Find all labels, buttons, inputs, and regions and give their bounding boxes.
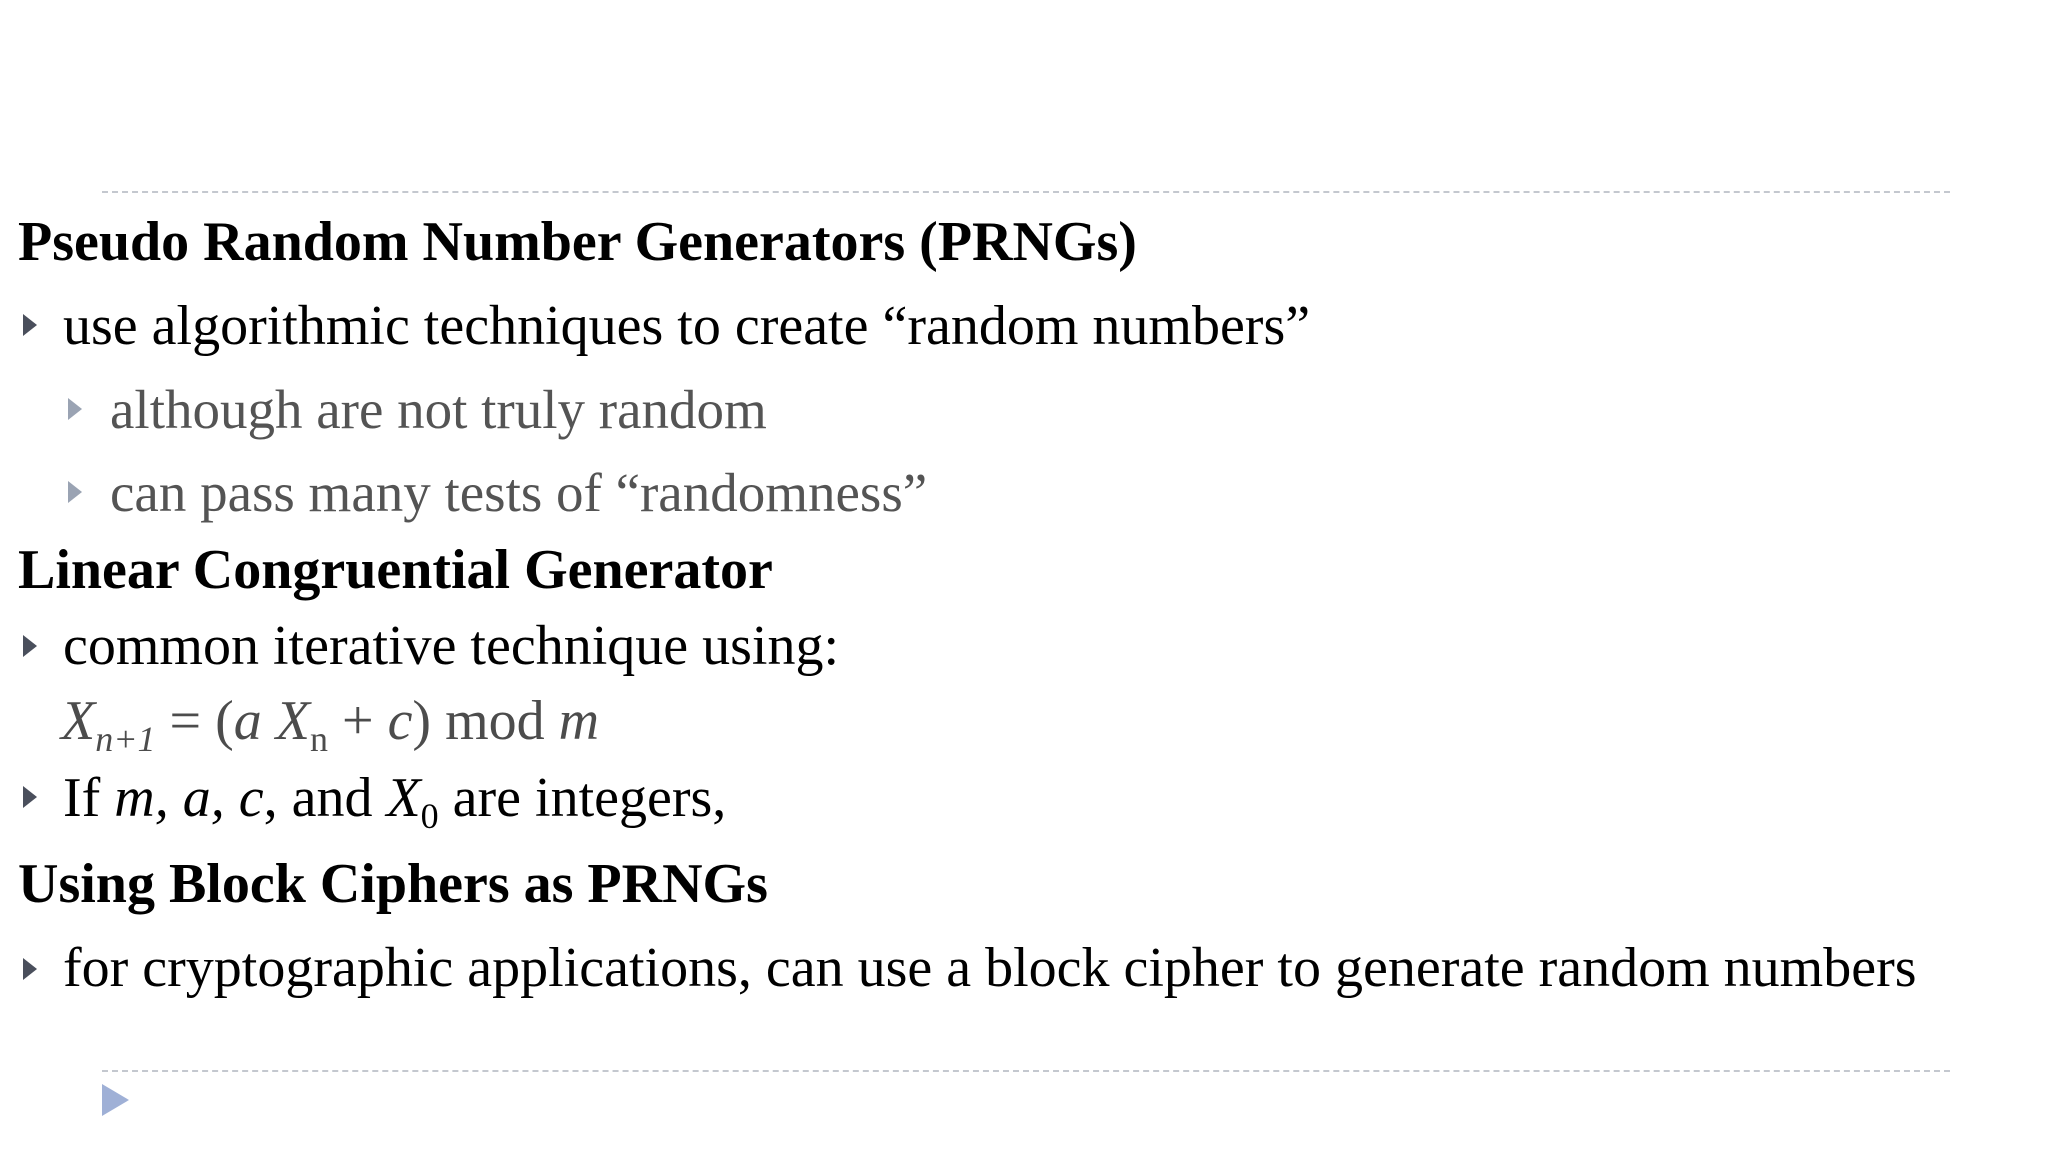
bullet-cryptographic-applications: for cryptographic applications, can use a block cipher to generate random numbers (63, 937, 1917, 999)
bullet-triangle-icon (23, 958, 37, 980)
bullet-triangle-icon (23, 635, 37, 657)
top-divider (102, 191, 1950, 193)
sub-bullet-not-truly-random: although are not truly random (110, 379, 767, 440)
bullet-integers-condition: If m, a, c, and $X_0$ are integers, (63, 767, 727, 836)
sub-bullet-triangle-icon (68, 398, 82, 420)
bullet-triangle-icon (23, 314, 37, 336)
play-arrow-icon[interactable] (102, 1084, 129, 1116)
heading-lcg: Linear Congruential Generator (18, 539, 773, 601)
bottom-divider (102, 1070, 1950, 1072)
lcg-formula: $X_{n+1} = (a$ $X_n + c$) mod m (61, 690, 600, 759)
bullet-triangle-icon (23, 786, 37, 808)
sub-bullet-randomness-tests: can pass many tests of “randomness” (110, 462, 928, 523)
heading-prngs: Pseudo Random Number Generators (PRNGs) (18, 211, 1137, 273)
heading-block-ciphers: Using Block Ciphers as PRNGs (18, 853, 768, 915)
sub-bullet-triangle-icon (68, 481, 82, 503)
bullet-iterative-technique: common iterative technique using: (63, 615, 840, 677)
bullet-algorithmic-techniques: use algorithmic techniques to create “random numbers” (63, 295, 1311, 357)
